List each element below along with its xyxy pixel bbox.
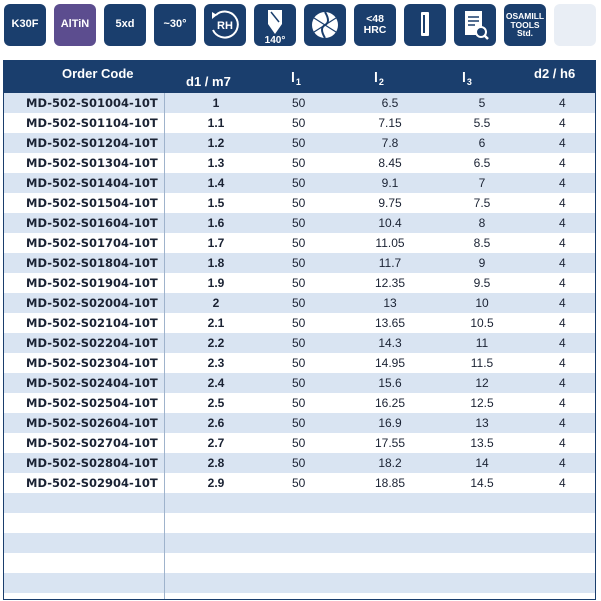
cell-l3: 11 (475, 336, 489, 350)
cell-code: MD-502-S01604-10T (26, 216, 158, 230)
cell-l3: 8 (478, 216, 486, 230)
rotation-badge (204, 4, 246, 46)
table-row (4, 193, 595, 213)
cell-l2: 16.9 (378, 416, 402, 430)
cell-l3: 10.5 (470, 316, 494, 330)
cell-code: MD-502-S02104-10T (26, 316, 158, 330)
cell-code: MD-502-S02804-10T (26, 456, 158, 470)
header-order-code: Order Code (62, 66, 134, 81)
cell-d1: 2.3 (207, 356, 225, 370)
cell-d2: 4 (559, 416, 566, 430)
point-angle-label: 140° (264, 35, 286, 46)
cell-l2: 13 (383, 296, 397, 310)
cell-d1: 2.5 (207, 396, 225, 410)
cell-d2: 4 (559, 196, 566, 210)
cell-d2: 4 (559, 136, 566, 150)
header-l3-letter: l (462, 69, 466, 85)
table-row (4, 133, 595, 153)
hardness-badge (354, 4, 396, 46)
cell-code: MD-502-S01004-10T (26, 96, 158, 110)
cell-l2: 18.85 (374, 476, 406, 490)
cell-d2: 4 (559, 396, 566, 410)
cell-l3: 5 (478, 96, 486, 110)
table-row (4, 333, 595, 353)
cell-l2: 14.95 (374, 356, 406, 370)
header-d2: d2 / h6 (534, 66, 576, 81)
cell-l2: 13.65 (374, 316, 406, 330)
cell-l2: 18.2 (378, 456, 402, 470)
cell-l2: 11.05 (375, 236, 405, 250)
cell-d1: 1.8 (207, 256, 225, 270)
drill-point-icon (254, 4, 296, 46)
cell-l1: 50 (292, 136, 306, 150)
blank-badge (554, 4, 596, 46)
cell-d1: 2.1 (207, 316, 225, 330)
cell-code: MD-502-S02204-10T (26, 336, 158, 350)
cell-l3: 10 (475, 296, 489, 310)
cell-l2: 9.75 (378, 196, 402, 210)
table-row (4, 293, 595, 313)
cell-code: MD-502-S02004-10T (26, 296, 158, 310)
point-angle-badge (254, 4, 296, 46)
cell-code: MD-502-S02704-10T (26, 436, 158, 450)
cell-l2: 9.1 (381, 176, 399, 190)
flute-cross-section-icon (304, 4, 346, 46)
cell-l3: 9 (478, 256, 486, 270)
cell-d1: 2.2 (207, 336, 225, 350)
cell-d2: 4 (559, 336, 566, 350)
cell-d2: 4 (559, 456, 566, 470)
header-l1-letter: l (291, 69, 295, 85)
empty-row (4, 593, 595, 600)
rotation-arrow-icon (204, 4, 246, 46)
cell-d2: 4 (559, 376, 566, 390)
cell-l1: 50 (292, 256, 306, 270)
table-row (4, 413, 595, 433)
cell-l3: 7 (478, 176, 486, 190)
cell-d1: 2.4 (207, 376, 225, 390)
cell-code: MD-502-S01104-10T (26, 116, 158, 130)
cell-l1: 50 (292, 276, 306, 290)
cell-l1: 50 (292, 416, 306, 430)
cell-l3: 6.5 (473, 156, 491, 170)
cell-d2: 4 (559, 476, 566, 490)
length-badge (104, 4, 146, 46)
table-row (4, 353, 595, 373)
cell-d1: 2.6 (207, 416, 225, 430)
cell-l2: 16.25 (374, 396, 406, 410)
cell-d2: 4 (559, 436, 566, 450)
cell-d1: 1.3 (207, 156, 225, 170)
cell-l3: 7.5 (473, 196, 491, 210)
header-d1: d1 / m7 (186, 74, 231, 89)
brand-badge (504, 4, 546, 46)
cell-code: MD-502-S01204-10T (26, 136, 158, 150)
cell-d1: 1.1 (207, 116, 225, 130)
cell-l3: 13.5 (470, 436, 494, 450)
empty-row (4, 513, 595, 533)
table-row (4, 373, 595, 393)
cell-l3: 14 (475, 456, 489, 470)
cell-d1: 1.4 (207, 176, 225, 190)
cell-l2: 7.8 (381, 136, 399, 150)
cell-d1: 2.7 (207, 436, 225, 450)
cell-d2: 4 (559, 356, 566, 370)
order-code-table (3, 60, 596, 600)
helix-label: ~30° (163, 18, 187, 31)
cell-l1: 50 (292, 436, 306, 450)
table-header (4, 61, 595, 93)
cell-l2: 8.45 (378, 156, 402, 170)
cell-l3: 5.5 (473, 116, 491, 130)
table-row (4, 233, 595, 253)
table-row (4, 313, 595, 333)
cell-l1: 50 (292, 336, 306, 350)
length-label: 5xd (115, 18, 135, 31)
material-label: K30F (11, 18, 39, 31)
cell-l1: 50 (292, 216, 306, 230)
material-badge (4, 4, 46, 46)
cell-d1: 1.5 (207, 196, 225, 210)
cell-code: MD-502-S02404-10T (26, 376, 158, 390)
cell-d2: 4 (559, 156, 566, 170)
empty-row (4, 573, 595, 593)
header-l2 (374, 69, 384, 87)
cell-d2: 4 (559, 116, 566, 130)
cell-code: MD-502-S01404-10T (26, 176, 158, 190)
cell-d2: 4 (559, 276, 566, 290)
cell-l2: 15.6 (378, 376, 402, 390)
header-l2-sub: 2 (378, 77, 384, 87)
table-row (4, 153, 595, 173)
cell-code: MD-502-S01304-10T (26, 156, 158, 170)
cell-l1: 50 (292, 116, 306, 130)
cell-l1: 50 (292, 476, 306, 490)
table-row (4, 173, 595, 193)
hardness-label: <48 HRC (363, 12, 387, 36)
empty-row (4, 493, 595, 513)
table-row (4, 473, 595, 493)
table-row (4, 433, 595, 453)
rotation-label: RH (217, 20, 233, 32)
spec-icon-strip (0, 0, 601, 50)
cell-d1: 1.9 (207, 276, 225, 290)
cell-d1: 1 (212, 96, 220, 110)
shank-badge (404, 4, 446, 46)
shank-icon (404, 4, 446, 46)
cell-l1: 50 (292, 296, 306, 310)
cell-d2: 4 (559, 296, 566, 310)
cell-l1: 50 (292, 156, 306, 170)
cell-l2: 14.3 (378, 336, 402, 350)
cell-l1: 50 (292, 176, 306, 190)
cell-l3: 9.5 (473, 276, 491, 290)
cell-l3: 8.5 (473, 236, 491, 250)
cell-d1: 1.7 (207, 236, 225, 250)
cell-l3: 6 (478, 136, 486, 150)
cell-code: MD-502-S02504-10T (26, 396, 158, 410)
brand-label: OSAMILL TOOLS Std. (505, 10, 545, 39)
cell-d1: 1.6 (207, 216, 225, 230)
cell-l3: 12 (475, 376, 489, 390)
cell-d1: 1.2 (207, 136, 225, 150)
cell-l2: 17.55 (374, 436, 406, 450)
document-search-icon (454, 4, 496, 46)
cell-d1: 2 (212, 296, 220, 310)
cell-d2: 4 (559, 236, 566, 250)
empty-row (4, 553, 595, 573)
cell-d2: 4 (559, 316, 566, 330)
cell-l1: 50 (292, 396, 306, 410)
cell-l2: 11.7 (378, 256, 402, 270)
flute-section-badge (304, 4, 346, 46)
empty-row (4, 533, 595, 553)
cell-code: MD-502-S02304-10T (26, 356, 158, 370)
cell-code: MD-502-S02904-10T (26, 476, 158, 490)
cell-d2: 4 (559, 216, 566, 230)
cell-l3: 13 (475, 416, 489, 430)
cell-d2: 4 (559, 96, 566, 110)
cell-l1: 50 (292, 316, 306, 330)
helix-angle-badge (154, 4, 196, 46)
cell-code: MD-502-S01704-10T (26, 236, 158, 250)
header-l1-sub: 1 (295, 77, 301, 87)
table-row (4, 93, 595, 113)
table-row (4, 253, 595, 273)
cell-d2: 4 (559, 256, 566, 270)
cell-l1: 50 (292, 236, 306, 250)
cell-l3: 12.5 (470, 396, 494, 410)
cell-l1: 50 (292, 456, 306, 470)
table-row (4, 273, 595, 293)
cell-d2: 4 (559, 176, 566, 190)
header-l2-letter: l (374, 69, 378, 85)
header-l3-sub: 3 (466, 77, 472, 87)
document-badge (454, 4, 496, 46)
cell-code: MD-502-S02604-10T (26, 416, 158, 430)
cell-d1: 2.8 (207, 456, 225, 470)
cell-code: MD-502-S01904-10T (26, 276, 158, 290)
cell-l2: 12.35 (374, 276, 406, 290)
cell-l3: 14.5 (470, 476, 494, 490)
cell-code: MD-502-S01504-10T (26, 196, 158, 210)
table-row (4, 113, 595, 133)
cell-code: MD-502-S01804-10T (26, 256, 158, 270)
cell-l1: 50 (292, 196, 306, 210)
cell-l1: 50 (292, 356, 306, 370)
header-l3 (462, 69, 472, 87)
cell-l3: 11.5 (470, 356, 494, 370)
coating-label: AlTiN (60, 18, 90, 31)
table-row (4, 393, 595, 413)
cell-d1: 2.9 (207, 476, 225, 490)
cell-l2: 6.5 (381, 96, 399, 110)
cell-l2: 7.15 (378, 116, 402, 130)
cell-l2: 10.4 (378, 216, 402, 230)
cell-l1: 50 (292, 376, 306, 390)
table-row (4, 453, 595, 473)
column-divider (164, 93, 165, 599)
header-l1 (291, 69, 301, 87)
coating-badge (54, 4, 96, 46)
cell-l1: 50 (292, 96, 306, 110)
table-row (4, 213, 595, 233)
